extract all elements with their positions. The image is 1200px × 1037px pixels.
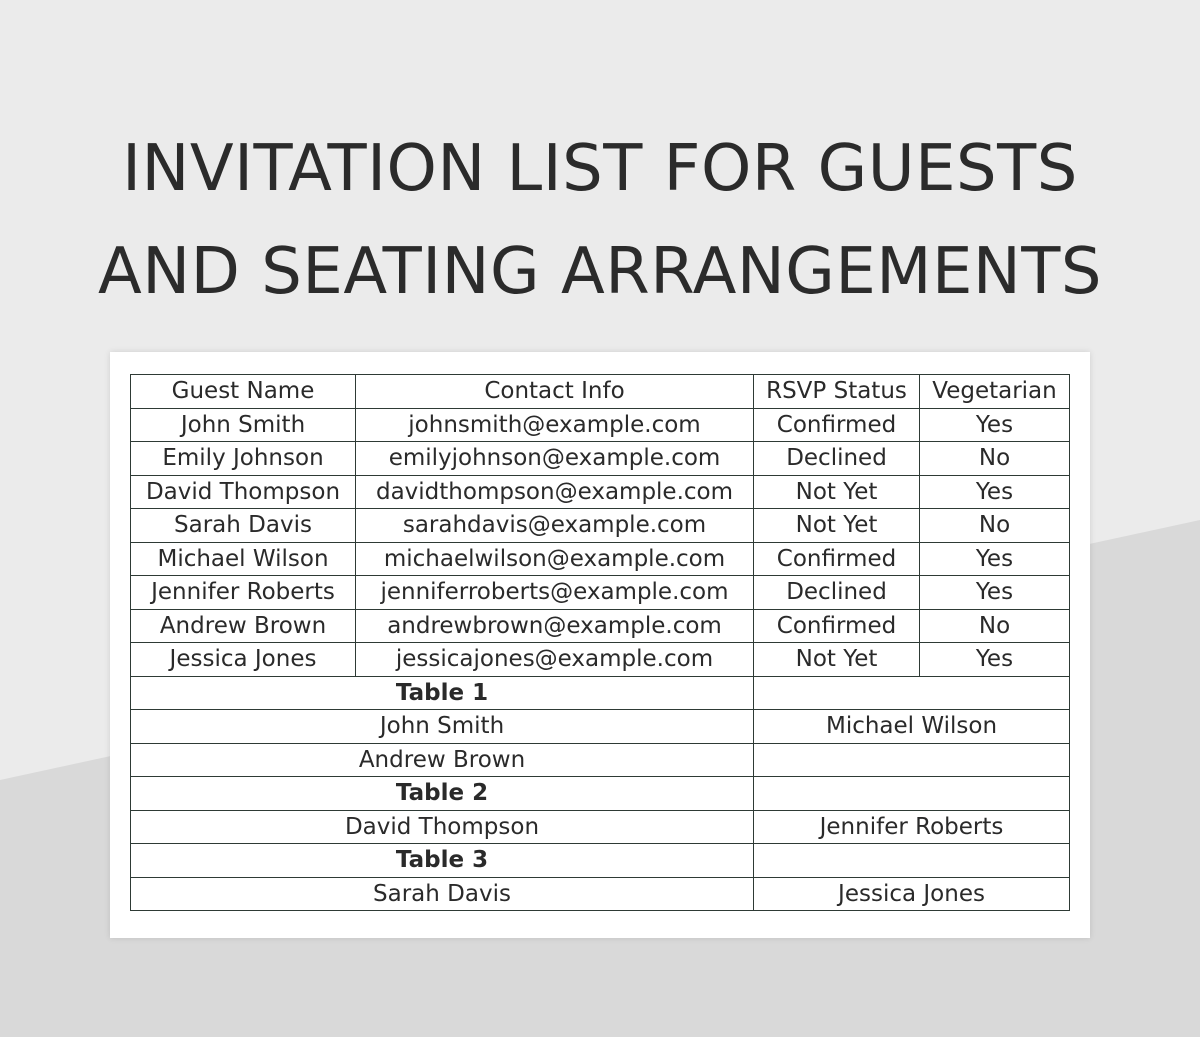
- seating-table-header-row: [131, 777, 1070, 811]
- contact-cell: jessicajones@example.com: [356, 643, 754, 677]
- seat-left-cell: Sarah Davis: [131, 877, 754, 911]
- guest-name-cell: Emily Johnson: [131, 442, 356, 476]
- spreadsheet-card: [110, 352, 1090, 938]
- rsvp-cell: Not Yet: [754, 475, 920, 509]
- guest-name-cell: Jessica Jones: [131, 643, 356, 677]
- header-row: [131, 375, 1070, 409]
- header-vegetarian: Vegetarian: [920, 375, 1070, 409]
- guest-name-cell: Sarah Davis: [131, 509, 356, 543]
- table-row: [131, 442, 1070, 476]
- vegetarian-cell: Yes: [920, 542, 1070, 576]
- header-rsvp-status: RSVP Status: [754, 375, 920, 409]
- seat-right-cell: Jessica Jones: [754, 877, 1070, 911]
- header-contact-info: Contact Info: [356, 375, 754, 409]
- guest-seating-table: [130, 374, 1070, 911]
- seating-row: [131, 710, 1070, 744]
- header-guest-name: Guest Name: [131, 375, 356, 409]
- title-line-1: INVITATION LIST FOR GUESTS: [122, 132, 1078, 206]
- table-row: [131, 576, 1070, 610]
- contact-cell: andrewbrown@example.com: [356, 609, 754, 643]
- seating-empty-cell: [754, 676, 1070, 710]
- contact-cell: sarahdavis@example.com: [356, 509, 754, 543]
- seating-empty-cell: [754, 777, 1070, 811]
- rsvp-cell: Confirmed: [754, 542, 920, 576]
- contact-cell: emilyjohnson@example.com: [356, 442, 754, 476]
- seat-left-cell: David Thompson: [131, 810, 754, 844]
- table-row: [131, 643, 1070, 677]
- seating-table-header-row: [131, 676, 1070, 710]
- rsvp-cell: Declined: [754, 576, 920, 610]
- vegetarian-cell: No: [920, 442, 1070, 476]
- seat-left-cell: John Smith: [131, 710, 754, 744]
- rsvp-cell: Not Yet: [754, 643, 920, 677]
- seating-table-label: Table 1: [131, 676, 754, 710]
- contact-cell: michaelwilson@example.com: [356, 542, 754, 576]
- seating-table-label: Table 3: [131, 844, 754, 878]
- seating-empty-cell: [754, 844, 1070, 878]
- table-row: [131, 509, 1070, 543]
- table-row: [131, 408, 1070, 442]
- seat-right-cell: Jennifer Roberts: [754, 810, 1070, 844]
- seat-right-cell: [754, 743, 1070, 777]
- title-line-2: AND SEATING ARRANGEMENTS: [98, 235, 1102, 309]
- page-title: [0, 118, 1200, 324]
- vegetarian-cell: No: [920, 509, 1070, 543]
- contact-cell: davidthompson@example.com: [356, 475, 754, 509]
- guest-name-cell: Jennifer Roberts: [131, 576, 356, 610]
- vegetarian-cell: Yes: [920, 408, 1070, 442]
- rsvp-cell: Confirmed: [754, 609, 920, 643]
- rsvp-cell: Not Yet: [754, 509, 920, 543]
- seating-row: [131, 810, 1070, 844]
- contact-cell: jenniferroberts@example.com: [356, 576, 754, 610]
- table-row: [131, 475, 1070, 509]
- guest-name-cell: Andrew Brown: [131, 609, 356, 643]
- seat-left-cell: Andrew Brown: [131, 743, 754, 777]
- table-row: [131, 609, 1070, 643]
- vegetarian-cell: Yes: [920, 643, 1070, 677]
- contact-cell: johnsmith@example.com: [356, 408, 754, 442]
- seat-right-cell: Michael Wilson: [754, 710, 1070, 744]
- seating-table-label: Table 2: [131, 777, 754, 811]
- vegetarian-cell: No: [920, 609, 1070, 643]
- table-row: [131, 542, 1070, 576]
- vegetarian-cell: Yes: [920, 475, 1070, 509]
- guest-name-cell: Michael Wilson: [131, 542, 356, 576]
- seating-table-header-row: [131, 844, 1070, 878]
- rsvp-cell: Declined: [754, 442, 920, 476]
- seating-row: [131, 743, 1070, 777]
- guest-name-cell: David Thompson: [131, 475, 356, 509]
- guest-name-cell: John Smith: [131, 408, 356, 442]
- vegetarian-cell: Yes: [920, 576, 1070, 610]
- rsvp-cell: Confirmed: [754, 408, 920, 442]
- seating-row: [131, 877, 1070, 911]
